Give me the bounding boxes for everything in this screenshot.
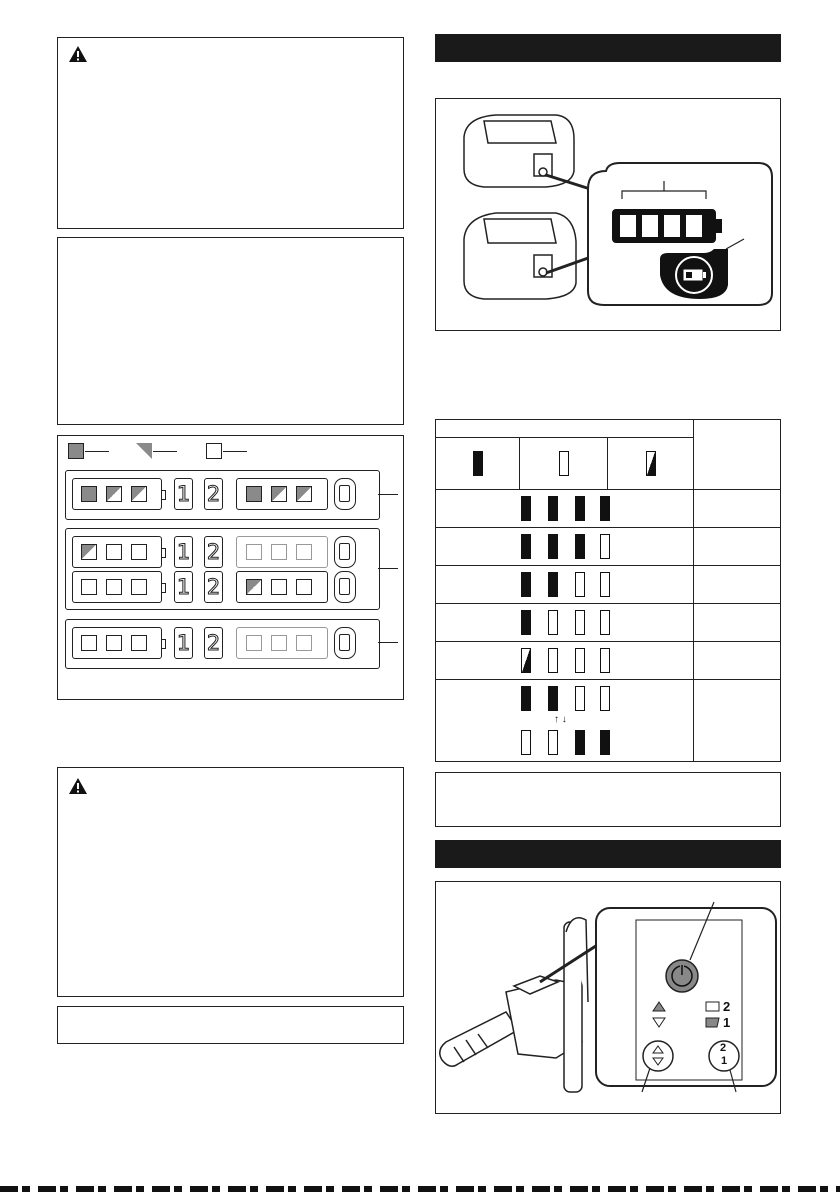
mode-1-label: 1 xyxy=(723,1015,731,1030)
legend-blink xyxy=(607,438,693,490)
table-header-capacity xyxy=(693,420,780,490)
warning-triangle-icon xyxy=(68,45,88,63)
warning-box xyxy=(57,37,404,229)
digit-2: 2 xyxy=(204,571,223,603)
battery-figure xyxy=(435,98,781,331)
alternating-arrows: ↑ ↓ xyxy=(554,714,567,725)
digit-2: 2 xyxy=(204,478,223,510)
table-row xyxy=(436,566,694,604)
table-row xyxy=(436,604,694,642)
battery-round-icon xyxy=(334,627,356,659)
table-row xyxy=(436,642,694,680)
table-row xyxy=(436,680,694,762)
note-box xyxy=(57,237,404,425)
indicator-diagram xyxy=(57,435,404,700)
digit-1: 1 xyxy=(174,571,193,603)
battery-illustration xyxy=(436,99,782,332)
switch-figure xyxy=(435,881,781,1114)
capacity-table xyxy=(435,419,781,762)
table-row xyxy=(436,490,694,528)
warning-triangle-icon xyxy=(68,777,88,795)
indicator-group-2 xyxy=(65,528,380,610)
battery-round-icon xyxy=(334,571,356,603)
cut-off-text-line xyxy=(0,1186,840,1192)
digit-1: 1 xyxy=(174,478,193,510)
note-box-3 xyxy=(435,772,781,827)
digit-2: 2 xyxy=(204,627,223,659)
indicator-group-1 xyxy=(65,470,380,520)
legend-blink-icon xyxy=(136,443,152,459)
warning-box-2 xyxy=(57,767,404,997)
mode-2-label: 2 xyxy=(723,999,731,1014)
section-header-bar-2 xyxy=(435,840,781,868)
digit-1: 1 xyxy=(174,627,193,659)
table-row xyxy=(436,528,694,566)
digit-1: 1 xyxy=(174,536,193,568)
battery-round-icon xyxy=(334,478,356,510)
legend-on xyxy=(436,438,520,490)
legend-lit-icon xyxy=(68,443,84,459)
indicator-group-3 xyxy=(65,619,380,669)
table-header-indicator xyxy=(436,420,694,438)
dial-label-1: 1 xyxy=(721,1055,728,1067)
section-header-bar xyxy=(435,34,781,62)
legend-off xyxy=(520,438,608,490)
battery-round-icon xyxy=(334,536,356,568)
legend-off-icon xyxy=(206,443,222,459)
dial-label-2: 2 xyxy=(720,1042,727,1054)
digit-2: 2 xyxy=(204,536,223,568)
note-box-2 xyxy=(57,1006,404,1044)
